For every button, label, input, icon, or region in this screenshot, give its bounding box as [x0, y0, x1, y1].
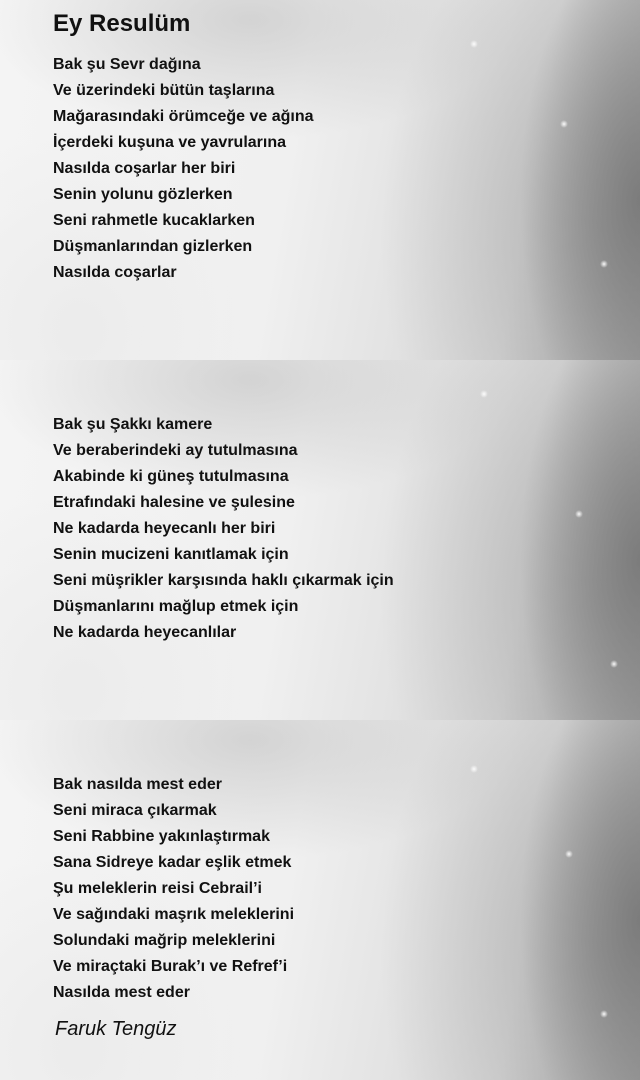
- sparkle-decoration: [480, 390, 488, 398]
- poem-line: Düşmanlarından gizlerken: [53, 238, 253, 255]
- poem-line: Ne kadarda heyecanlı her biri: [53, 520, 276, 537]
- poem-line: Seni miraca çıkarmak: [53, 802, 217, 819]
- poem-author: Faruk Tengüz: [55, 1018, 177, 1040]
- sparkle-decoration: [610, 660, 618, 668]
- poem-title: Ey Resulüm: [53, 10, 191, 37]
- sparkle-decoration: [600, 1010, 608, 1018]
- poem-line: Bak nasılda mest eder: [53, 776, 222, 793]
- poem-line: Ve üzerindeki bütün taşlarına: [53, 82, 275, 99]
- poem-panel-1: [0, 0, 640, 360]
- poem-line: Düşmanlarını mağlup etmek için: [53, 598, 299, 615]
- poem-line: Senin yolunu gözlerken: [53, 186, 233, 203]
- poem-line: Solundaki mağrip meleklerini: [53, 932, 276, 949]
- poem-line: Etrafındaki halesine ve şulesine: [53, 494, 295, 511]
- sparkle-decoration: [470, 40, 478, 48]
- poem-line: Senin mucizeni kanıtlamak için: [53, 546, 289, 563]
- poem-panel-3: [0, 720, 640, 1080]
- poem-line: Nasılda coşarlar: [53, 264, 177, 281]
- poem-line: Akabinde ki güneş tutulmasına: [53, 468, 289, 485]
- poem-line: Ve sağındaki maşrık meleklerini: [53, 906, 295, 923]
- sparkle-decoration: [565, 850, 573, 858]
- sparkle-decoration: [600, 260, 608, 268]
- stanza-2: [53, 412, 394, 646]
- sparkle-decoration: [470, 765, 478, 773]
- poem-line: Nasılda mest eder: [53, 984, 190, 1001]
- poem-line: Bak şu Şakkı kamere: [53, 416, 213, 433]
- poem-line: Ne kadarda heyecanlılar: [53, 624, 237, 641]
- poem-line: Ve beraberindeki ay tutulmasına: [53, 442, 298, 459]
- poem-line: Bak şu Sevr dağına: [53, 56, 201, 73]
- poem-line: Nasılda coşarlar her biri: [53, 160, 236, 177]
- poem-line: Şu meleklerin reisi Cebrail’i: [53, 880, 262, 897]
- sparkle-decoration: [575, 510, 583, 518]
- poem-line: Sana Sidreye kadar eşlik etmek: [53, 854, 292, 871]
- poem-line: Mağarasındaki örümceğe ve ağına: [53, 108, 314, 125]
- poem-line: Seni Rabbine yakınlaştırmak: [53, 828, 270, 845]
- poem-line: Seni rahmetle kucaklarken: [53, 212, 255, 229]
- poem-line: Seni müşrikler karşısında haklı çıkarmak için: [53, 572, 394, 589]
- poem-panel-2: [0, 360, 640, 720]
- sparkle-decoration: [560, 120, 568, 128]
- stanza-3: [53, 772, 294, 1006]
- stanza-1: [53, 52, 314, 286]
- poem-line: İçerdeki kuşuna ve yavrularına: [53, 134, 287, 151]
- poem-line: Ve miraçtaki Burak’ı ve Refref’i: [53, 958, 288, 975]
